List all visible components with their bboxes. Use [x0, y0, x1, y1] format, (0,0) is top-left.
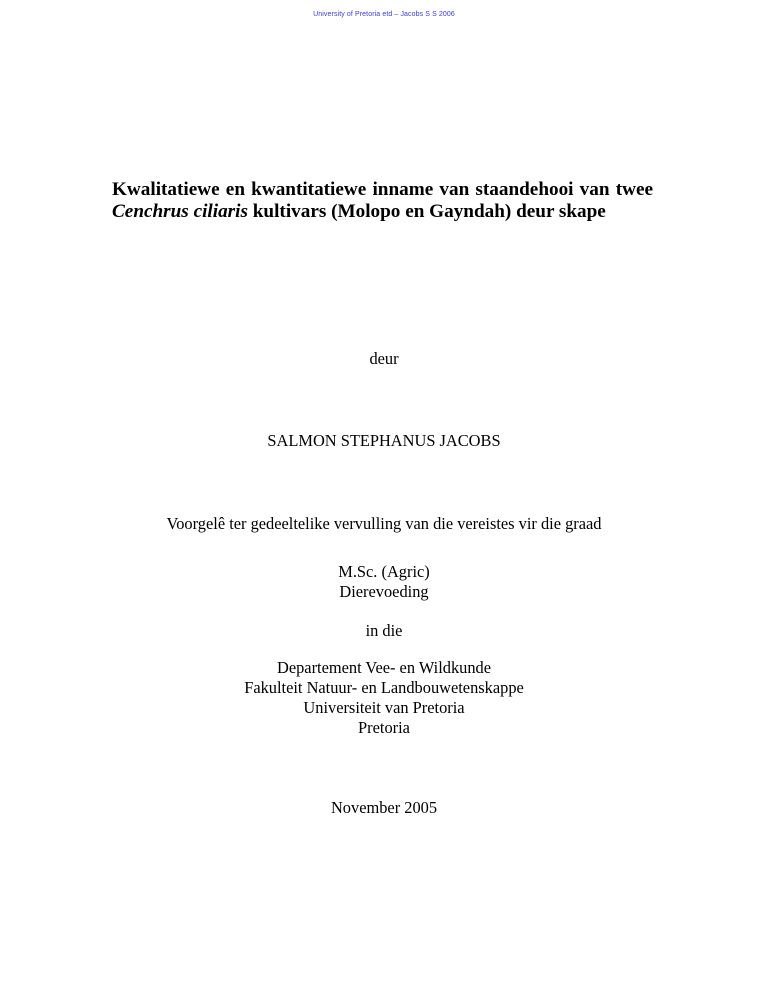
degree-name: M.Sc. (Agric) [338, 562, 430, 581]
university-name: Universiteit van Pretoria [303, 698, 465, 717]
submission-statement: Voorgelê ter gedeeltelike vervulling van die vereistes vir die graad [166, 514, 602, 533]
page-header-watermark: University of Pretoria etd – Jacobs S S 2006 [313, 11, 455, 18]
submission-date: November 2005 [330, 798, 438, 817]
author-name: SALMON STEPHANUS JACOBS [267, 431, 501, 450]
department-name: Departement Vee- en Wildkunde [276, 658, 491, 677]
by-label: deur [369, 349, 399, 368]
degree-field: Dierevoeding [339, 582, 429, 601]
in-die-label: in die [365, 621, 403, 640]
city-name: Pretoria [358, 718, 410, 737]
institution-block [0, 658, 768, 738]
faculty-name: Fakulteit Natuur- en Landbouwetenskappe [244, 678, 524, 697]
title-part-2: kultivars (Molopo en Gayndah) deur skape [247, 201, 606, 222]
document-title [112, 179, 653, 223]
degree-block [0, 562, 768, 602]
title-species-name: Cenchrus ciliaris [112, 201, 248, 222]
title-part-1: Kwalitatiewe en kwantitatiewe inname van staandehooi van twee [112, 179, 653, 200]
